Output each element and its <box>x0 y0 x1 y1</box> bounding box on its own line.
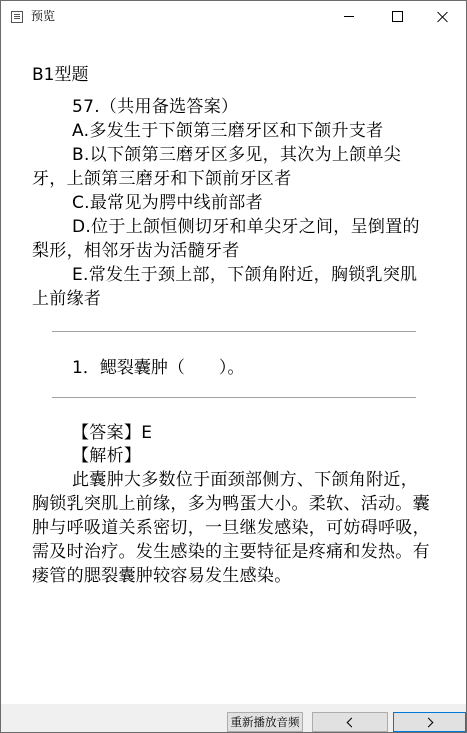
question-content <box>1 32 466 704</box>
minimize-icon <box>344 16 354 17</box>
question-text: 1．鳃裂囊肿（ ）。 <box>72 358 245 378</box>
analysis-label: 【解析】 <box>72 446 142 466</box>
chevron-right-icon <box>424 718 434 728</box>
app-icon <box>11 11 23 23</box>
title-bar <box>1 1 466 32</box>
option-e: E.常发生于颈上部，下颌角附近，胸锁乳突肌上前缘者 <box>32 265 418 309</box>
question-header: 57.（共用备选答案） <box>72 97 239 117</box>
divider-bottom <box>52 397 416 398</box>
bottom-toolbar <box>1 704 466 732</box>
next-button[interactable] <box>393 712 466 732</box>
analysis-text: 此囊肿大多数位于面颈部侧方、下颌角附近，胸锁乳突肌上前缘，多为鸭蛋大小。柔软、活动。囊肿与呼吸道关系密切，一旦继发感染，可妨碍呼吸，需及时治疗。发生感染的主要特征是疼痛和发热。有瘘管的腮裂囊肿较容易发生感染。 <box>32 470 430 586</box>
maximize-button[interactable] <box>374 1 420 32</box>
option-a: A.多发生于下颌第三磨牙区和下颌升支者 <box>72 121 384 141</box>
window-title: 预览 <box>31 9 56 23</box>
divider-top <box>52 331 416 332</box>
chevron-left-icon <box>346 718 356 728</box>
option-b: B.以下颌第三磨牙区多见，其次为上颌单尖牙，上颌第三磨牙和下颌前牙区者 <box>32 145 402 189</box>
minimize-button[interactable] <box>326 1 372 32</box>
section-title: B1型题 <box>32 65 89 85</box>
close-icon <box>437 11 449 23</box>
close-button[interactable] <box>420 1 466 32</box>
option-d: D.位于上颌恒侧切牙和单尖牙之间，呈倒置的梨形，相邻牙齿为活髓牙者 <box>32 217 420 261</box>
previous-button[interactable] <box>312 712 388 732</box>
replay-audio-button[interactable]: 重新播放音频 <box>227 712 303 732</box>
option-c: C.最常见为腭中线前部者 <box>72 193 263 213</box>
maximize-icon <box>392 11 403 22</box>
answer-text: 【答案】E <box>72 423 153 443</box>
